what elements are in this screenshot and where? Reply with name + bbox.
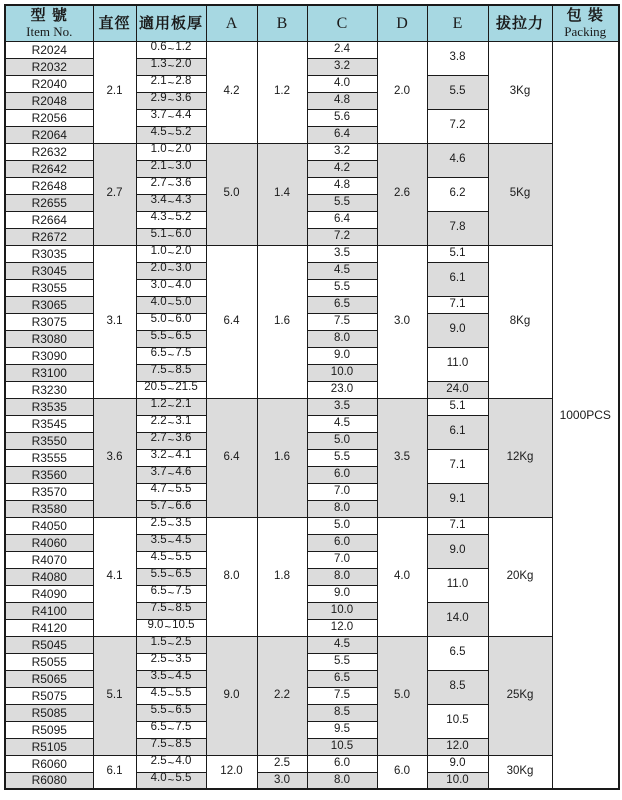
dim-d-cell: 3.0 <box>377 245 427 398</box>
pull-force-cell: 25Kg <box>488 636 552 755</box>
tilde: ~ <box>167 180 175 193</box>
col-header-item-no-en: Item No. <box>26 24 73 40</box>
dim-c-cell: 4.8 <box>307 92 377 109</box>
tilde: ~ <box>167 146 175 159</box>
item-no-cell: R5095 <box>5 721 93 738</box>
thickness-cell: 1.2~2.1 <box>136 398 206 415</box>
dim-e-cell: 7.1 <box>427 449 488 483</box>
dim-c-cell: 7.5 <box>307 313 377 330</box>
tilde: ~ <box>167 588 175 601</box>
tilde: ~ <box>167 61 175 74</box>
tilde: ~ <box>167 401 175 414</box>
tilde: ~ <box>167 367 175 380</box>
dim-c-cell: 4.5 <box>307 415 377 432</box>
item-no-cell: R6080 <box>5 772 93 789</box>
thickness-cell: 5.7~6.6 <box>136 500 206 517</box>
dim-c-cell: 8.0 <box>307 330 377 347</box>
thickness-cell: 20.5~21.5 <box>136 381 206 398</box>
dim-b-cell: 3.0 <box>257 772 307 789</box>
pull-force-cell: 8Kg <box>488 245 552 398</box>
dim-c-cell: 5.5 <box>307 653 377 670</box>
thickness-cell: 4.7~5.5 <box>136 483 206 500</box>
item-no-cell: R2032 <box>5 58 93 75</box>
diameter-cell: 2.7 <box>93 143 136 245</box>
diameter-cell: 4.1 <box>93 517 136 636</box>
dim-c-cell: 8.0 <box>307 772 377 789</box>
item-no-cell: R4120 <box>5 619 93 636</box>
thickness-cell: 4.5~5.5 <box>136 687 206 704</box>
spec-table <box>4 4 620 790</box>
dim-c-cell: 4.5 <box>307 636 377 653</box>
thickness-cell: 1.5~2.5 <box>136 636 206 653</box>
item-no-cell: R2632 <box>5 143 93 160</box>
dim-d-cell: 2.0 <box>377 41 427 143</box>
col-header-d: D <box>377 5 427 41</box>
tilde: ~ <box>167 350 175 363</box>
col-header-packing <box>552 5 619 41</box>
spec-row <box>5 41 619 58</box>
tilde: ~ <box>167 265 175 278</box>
col-header-item-no <box>5 5 93 41</box>
item-no-cell: R4070 <box>5 551 93 568</box>
dim-e-cell: 6.5 <box>427 636 488 670</box>
tilde: ~ <box>167 775 175 787</box>
item-no-cell: R2648 <box>5 177 93 194</box>
item-no-cell: R3055 <box>5 279 93 296</box>
dim-a-cell: 6.4 <box>206 398 257 517</box>
dim-c-cell: 6.5 <box>307 670 377 687</box>
col-header-e: E <box>427 5 488 41</box>
item-no-cell: R5085 <box>5 704 93 721</box>
tilde: ~ <box>167 299 175 312</box>
tilde: ~ <box>167 197 175 210</box>
col-header-item-no-zh: 型 號 <box>30 7 68 25</box>
item-no-cell: R5105 <box>5 738 93 755</box>
item-no-cell: R3100 <box>5 364 93 381</box>
dim-e-cell: 7.1 <box>427 296 488 313</box>
item-no-cell: R3035 <box>5 245 93 262</box>
dim-b-cell: 2.2 <box>257 636 307 755</box>
item-no-cell: R2655 <box>5 194 93 211</box>
tilde: ~ <box>167 95 175 108</box>
col-header-pull-force: 拔拉力 <box>488 5 552 41</box>
dim-c-cell: 6.0 <box>307 466 377 483</box>
item-no-cell: R2664 <box>5 211 93 228</box>
spec-row <box>5 245 619 262</box>
dim-b-cell: 1.6 <box>257 245 307 398</box>
pull-force-cell: 5Kg <box>488 143 552 245</box>
dim-e-cell: 5.5 <box>427 75 488 109</box>
spec-row <box>5 143 619 160</box>
item-no-cell: R5075 <box>5 687 93 704</box>
col-header-b: B <box>257 5 307 41</box>
thickness-cell: 4.3~5.2 <box>136 211 206 228</box>
thickness-cell: 5.5~6.5 <box>136 330 206 347</box>
col-header-packing-en: Packing <box>564 24 607 40</box>
dim-c-cell: 4.2 <box>307 160 377 177</box>
dim-c-cell: 5.6 <box>307 109 377 126</box>
table-header <box>5 5 619 41</box>
thickness-cell: 0.6~1.2 <box>136 41 206 58</box>
item-no-cell: R2024 <box>5 41 93 58</box>
tilde: ~ <box>167 469 175 482</box>
dim-b-cell: 1.6 <box>257 398 307 517</box>
thickness-cell: 1.0~2.0 <box>136 143 206 160</box>
dim-c-cell: 9.0 <box>307 585 377 602</box>
dim-a-cell: 12.0 <box>206 755 257 789</box>
packing-cell: 1000PCS <box>552 41 619 789</box>
thickness-cell: 2.0~3.0 <box>136 262 206 279</box>
dim-c-cell: 2.4 <box>307 41 377 58</box>
thickness-cell: 5.5~6.5 <box>136 568 206 585</box>
dim-c-cell: 3.2 <box>307 58 377 75</box>
item-no-cell: R5055 <box>5 653 93 670</box>
item-no-cell: R3535 <box>5 398 93 415</box>
item-no-cell: R2642 <box>5 160 93 177</box>
dim-e-cell: 7.1 <box>427 517 488 534</box>
tilde: ~ <box>167 282 175 295</box>
thickness-cell: 1.3~2.0 <box>136 58 206 75</box>
dim-b-cell: 1.4 <box>257 143 307 245</box>
item-no-cell: R2064 <box>5 126 93 143</box>
dim-c-cell: 9.5 <box>307 721 377 738</box>
dim-d-cell: 4.0 <box>377 517 427 636</box>
tilde: ~ <box>167 503 175 516</box>
dim-e-cell: 9.0 <box>427 755 488 772</box>
tilde: ~ <box>167 486 175 499</box>
item-no-cell: R6060 <box>5 755 93 772</box>
thickness-cell: 3.5~4.5 <box>136 670 206 687</box>
item-no-cell: R3545 <box>5 415 93 432</box>
tilde: ~ <box>167 741 175 754</box>
tilde: ~ <box>167 129 175 142</box>
dim-c-cell: 3.5 <box>307 398 377 415</box>
thickness-cell: 3.5~4.5 <box>136 534 206 551</box>
item-no-cell: R4050 <box>5 517 93 534</box>
item-no-cell: R3090 <box>5 347 93 364</box>
item-no-cell: R3065 <box>5 296 93 313</box>
col-header-packing-zh: 包 裝 <box>566 7 604 25</box>
dim-c-cell: 5.5 <box>307 449 377 466</box>
dim-b-cell: 2.5 <box>257 755 307 772</box>
item-no-cell: R2040 <box>5 75 93 92</box>
dim-c-cell: 10.5 <box>307 738 377 755</box>
dim-c-cell: 4.8 <box>307 177 377 194</box>
thickness-cell: 2.1~2.8 <box>136 75 206 92</box>
pull-force-cell: 30Kg <box>488 755 552 789</box>
dim-e-cell: 5.1 <box>427 245 488 262</box>
dim-b-cell: 1.2 <box>257 41 307 143</box>
tilde: ~ <box>167 214 175 227</box>
dim-e-cell: 7.2 <box>427 109 488 143</box>
thickness-cell: 9.0~10.5 <box>136 619 206 636</box>
tilde: ~ <box>167 78 175 91</box>
dim-e-cell: 7.8 <box>427 211 488 245</box>
thickness-cell: 2.1~3.0 <box>136 160 206 177</box>
dim-e-cell: 4.6 <box>427 143 488 177</box>
item-no-cell: R5065 <box>5 670 93 687</box>
diameter-cell: 3.6 <box>93 398 136 517</box>
thickness-cell: 4.5~5.5 <box>136 551 206 568</box>
dim-c-cell: 4.0 <box>307 75 377 92</box>
dim-c-cell: 6.5 <box>307 296 377 313</box>
dim-a-cell: 8.0 <box>206 517 257 636</box>
col-header-a: A <box>206 5 257 41</box>
thickness-cell: 3.4~4.3 <box>136 194 206 211</box>
tilde: ~ <box>167 707 175 720</box>
diameter-cell: 2.1 <box>93 41 136 143</box>
thickness-cell: 2.7~3.6 <box>136 177 206 194</box>
dim-e-cell: 8.5 <box>427 670 488 704</box>
tilde: ~ <box>167 554 175 567</box>
dim-e-cell: 14.0 <box>427 602 488 636</box>
thickness-cell: 4.5~5.2 <box>136 126 206 143</box>
thickness-cell: 5.1~6.0 <box>136 228 206 245</box>
pull-force-cell: 12Kg <box>488 398 552 517</box>
thickness-cell: 3.0~4.0 <box>136 279 206 296</box>
dim-e-cell: 3.8 <box>427 41 488 75</box>
thickness-cell: 2.2~3.1 <box>136 415 206 432</box>
tilde: ~ <box>167 333 175 346</box>
item-no-cell: R3080 <box>5 330 93 347</box>
item-no-cell: R3555 <box>5 449 93 466</box>
item-no-cell: R3580 <box>5 500 93 517</box>
tilde: ~ <box>167 520 175 533</box>
dim-e-cell: 6.1 <box>427 415 488 449</box>
thickness-cell: 4.0~5.5 <box>136 772 206 789</box>
tilde: ~ <box>167 690 175 703</box>
spec-row <box>5 755 619 772</box>
dim-a-cell: 6.4 <box>206 245 257 398</box>
item-no-cell: R3550 <box>5 432 93 449</box>
dim-c-cell: 7.0 <box>307 551 377 568</box>
dim-c-cell: 9.0 <box>307 347 377 364</box>
dim-c-cell: 8.0 <box>307 568 377 585</box>
dim-c-cell: 10.0 <box>307 602 377 619</box>
item-no-cell: R4090 <box>5 585 93 602</box>
dim-a-cell: 5.0 <box>206 143 257 245</box>
item-no-cell: R3560 <box>5 466 93 483</box>
col-header-c: C <box>307 5 377 41</box>
dim-e-cell: 10.5 <box>427 704 488 738</box>
tilde: ~ <box>167 605 175 618</box>
thickness-cell: 2.9~3.6 <box>136 92 206 109</box>
dim-c-cell: 7.2 <box>307 228 377 245</box>
dim-e-cell: 9.1 <box>427 483 488 517</box>
dim-c-cell: 4.5 <box>307 262 377 279</box>
tilde: ~ <box>167 537 175 550</box>
dim-d-cell: 5.0 <box>377 636 427 755</box>
diameter-cell: 5.1 <box>93 636 136 755</box>
dim-e-cell: 10.0 <box>427 772 488 789</box>
dim-d-cell: 3.5 <box>377 398 427 517</box>
spec-row <box>5 636 619 653</box>
item-no-cell: R2056 <box>5 109 93 126</box>
dim-a-cell: 9.0 <box>206 636 257 755</box>
tilde: ~ <box>167 656 175 669</box>
dim-e-cell: 6.2 <box>427 177 488 211</box>
tilde: ~ <box>167 724 175 737</box>
dim-c-cell: 12.0 <box>307 619 377 636</box>
thickness-cell: 7.5~8.5 <box>136 602 206 619</box>
item-no-cell: R4060 <box>5 534 93 551</box>
tilde: ~ <box>167 639 175 652</box>
thickness-cell: 7.5~8.5 <box>136 738 206 755</box>
tilde: ~ <box>167 435 175 448</box>
thickness-cell: 6.5~7.5 <box>136 585 206 602</box>
dim-c-cell: 5.0 <box>307 432 377 449</box>
dim-d-cell: 2.6 <box>377 143 427 245</box>
thickness-cell: 7.5~8.5 <box>136 364 206 381</box>
tilde: ~ <box>167 673 175 686</box>
dim-c-cell: 6.0 <box>307 534 377 551</box>
thickness-cell: 2.5~3.5 <box>136 517 206 534</box>
thickness-cell: 5.5~6.5 <box>136 704 206 721</box>
dim-d-cell: 6.0 <box>377 755 427 789</box>
tilde: ~ <box>167 452 175 465</box>
tilde: ~ <box>167 571 175 584</box>
dim-c-cell: 3.5 <box>307 245 377 262</box>
thickness-cell: 1.0~2.0 <box>136 245 206 262</box>
tilde: ~ <box>167 316 175 329</box>
item-no-cell: R3230 <box>5 381 93 398</box>
thickness-cell: 3.7~4.6 <box>136 466 206 483</box>
diameter-cell: 3.1 <box>93 245 136 398</box>
dim-c-cell: 23.0 <box>307 381 377 398</box>
thickness-cell: 3.7~4.4 <box>136 109 206 126</box>
dim-c-cell: 3.2 <box>307 143 377 160</box>
tilde: ~ <box>167 758 175 771</box>
dim-a-cell: 4.2 <box>206 41 257 143</box>
dim-b-cell: 1.8 <box>257 517 307 636</box>
diameter-cell: 6.1 <box>93 755 136 789</box>
item-no-cell: R2672 <box>5 228 93 245</box>
tilde: ~ <box>164 622 172 635</box>
thickness-cell: 5.0~6.0 <box>136 313 206 330</box>
dim-c-cell: 6.4 <box>307 211 377 228</box>
spec-table-body <box>5 41 619 789</box>
item-no-cell: R4080 <box>5 568 93 585</box>
item-no-cell: R3045 <box>5 262 93 279</box>
dim-c-cell: 6.4 <box>307 126 377 143</box>
item-no-cell: R4100 <box>5 602 93 619</box>
tilde: ~ <box>167 44 175 57</box>
dim-e-cell: 24.0 <box>427 381 488 398</box>
dim-c-cell: 5.5 <box>307 194 377 211</box>
item-no-cell: R3075 <box>5 313 93 330</box>
dim-c-cell: 5.5 <box>307 279 377 296</box>
tilde: ~ <box>167 163 175 176</box>
header-row <box>5 5 619 41</box>
thickness-cell: 4.0~5.0 <box>136 296 206 313</box>
dim-c-cell: 10.0 <box>307 364 377 381</box>
thickness-cell: 2.7~3.6 <box>136 432 206 449</box>
thickness-cell: 6.5~7.5 <box>136 347 206 364</box>
thickness-cell: 2.5~3.5 <box>136 653 206 670</box>
pull-force-cell: 3Kg <box>488 41 552 143</box>
thickness-cell: 2.5~4.0 <box>136 755 206 772</box>
dim-c-cell: 8.0 <box>307 500 377 517</box>
dim-e-cell: 9.0 <box>427 534 488 568</box>
thickness-cell: 6.5~7.5 <box>136 721 206 738</box>
dim-e-cell: 9.0 <box>427 313 488 347</box>
dim-c-cell: 8.5 <box>307 704 377 721</box>
col-header-thickness: 適用板厚 <box>136 5 206 41</box>
tilde: ~ <box>167 231 175 244</box>
thickness-cell: 3.2~4.1 <box>136 449 206 466</box>
dim-c-cell: 7.0 <box>307 483 377 500</box>
dim-e-cell: 11.0 <box>427 568 488 602</box>
col-header-diameter: 直徑 <box>93 5 136 41</box>
dim-c-cell: 6.0 <box>307 755 377 772</box>
pull-force-cell: 20Kg <box>488 517 552 636</box>
dim-c-cell: 5.0 <box>307 517 377 534</box>
tilde: ~ <box>167 418 175 431</box>
dim-e-cell: 6.1 <box>427 262 488 296</box>
dim-c-cell: 7.5 <box>307 687 377 704</box>
item-no-cell: R2048 <box>5 92 93 109</box>
spec-row <box>5 517 619 534</box>
tilde: ~ <box>167 384 175 397</box>
item-no-cell: R3570 <box>5 483 93 500</box>
item-no-cell: R5045 <box>5 636 93 653</box>
spec-row <box>5 398 619 415</box>
dim-e-cell: 11.0 <box>427 347 488 381</box>
dim-e-cell: 12.0 <box>427 738 488 755</box>
tilde: ~ <box>167 112 175 125</box>
dim-e-cell: 5.1 <box>427 398 488 415</box>
tilde: ~ <box>167 248 175 261</box>
